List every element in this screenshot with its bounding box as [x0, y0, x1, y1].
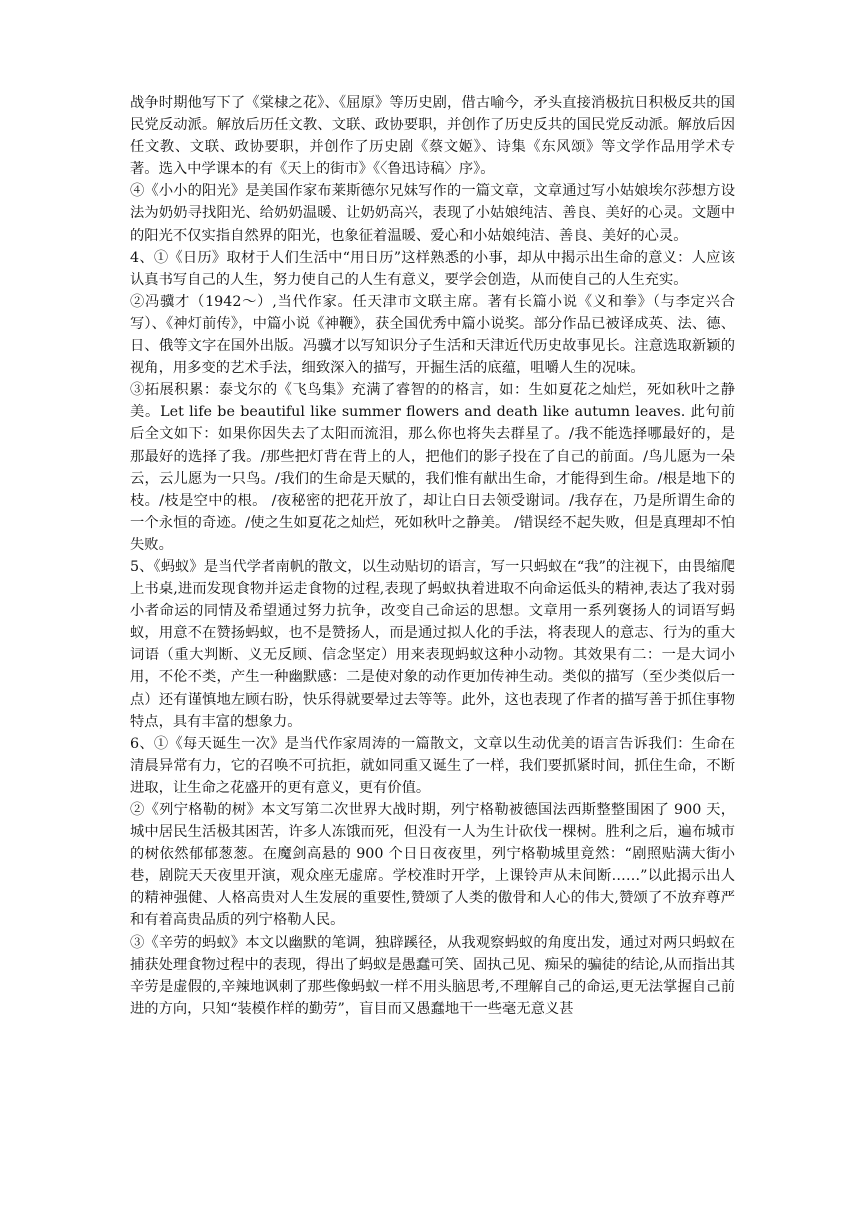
paragraph-toiling-ants: ③《辛劳的蚂蚁》本文以幽默的笔调，独辟蹊径，从我观察蚂蚁的角度出发，通过对两只蚂蚁在捕获处理食物过程中的表现，得出了蚂蚁是愚蠢可笑、固执己见、痴呆的骗徒的结论,从而指出其辛劳是虚假的,辛辣地讽刺了那些像蚂蚁一样不用头脑思考,不理解自己的命运,更无法掌握自己前进的方向，只知“装模作样的勤劳”，盲目而又愚蠢地干一些毫无意义甚	[130, 934, 736, 1017]
paragraph-calendar: 4、①《日历》取材于人们生活中“用日历”这样熟悉的小事，却从中揭示出生命的意义：人应该认真书写自己的人生，努力使自己的人生有意义，要学会创造，从而使自己的人生充实。	[130, 249, 735, 288]
paragraph-feng-jicai-bio: ②冯骥才（1942～）,当代作家。任天津市文联主席。著有长篇小说《义和拳》（与李定兴合写）、《神灯前传》，中篇小说《神鞭》，获全国优秀中篇小说奖。部分作品已被译成英、法、德、日、俄等文字在国外出版。冯骥才以写知识分子生活和天津近代历史故事见长。注意选取新颖的视角，用多变的艺术手法，细致深入的描写，开掘生活的底蕴，咀嚼人生的况味。	[130, 293, 735, 377]
paragraph-born-every-day: 6、①《每天诞生一次》是当代作家周涛的一篇散文，文章以生动优美的语言告诉我们：生命在清晨异常有力，它的召唤不可抗拒，就如同重又诞生了一样，我们要抓紧时间，抓住生命，不断进取，让生命之花盛开的更有意义，更有价值。	[130, 735, 735, 796]
paragraph-ant: 5、《蚂蚁》是当代学者南帆的散文，以生动贴切的语言，写一只蚂蚁在“我”的注视下，由畏缩爬上书桌,进而发现食物并运走食物的过程,表现了蚂蚁执着进取不向命运低头的精神,表达了我对弱小者命运的同情及希望通过努力抗争，改变自己命运的思想。文章用一系列褒扬人的词语写蚂蚁，用意不在赞扬蚂蚁，也不是赞扬人，而是通过拟人化的手法，将表现人的意志、行为的重大词语（重大判断、义无反顾、信念坚定）用来表现蚂蚁这种小动物。其效果有二：一是大词小用，不伦不类，产生一种幽默感：二是使对象的动作更加传神生动。类似的描写（至少类似后一点）还有谨慎地左顾右盼，快乐得就要晕过去等等。此外，这也表现了作者的描写善于抓住事物特点，具有丰富的想象力。	[130, 558, 735, 730]
paragraph-stray-birds: ③拓展积累：泰戈尔的《飞鸟集》充满了睿智的的格言，如：生如夏花之灿烂，死如秋叶之静美。Let life be beautiful like summer flowers and death like autumn leaves. 此句前后全文如下：如果你因失去了太阳而流泪，那么你也将失去群星了。/我不能选择哪最好的，是那最好的选择了我。/那些把灯背在背上的人，把他们的影子投在了自己的前面。/鸟儿愿为一朵云，云儿愿为一只鸟。/我们的生命是天赋的，我们惟有献出生命，才能得到生命。/根是地下的枝。/枝是空中的根。 /夜秘密的把花开放了，却让白日去领受谢词。/我存在，乃是所谓生命的一个永恒的奇迹。/使之生如夏花之灿烂，死如秋叶之静美。 /错误经不起失败，但是真理却不怕失败。	[130, 382, 735, 553]
paragraph-leningrad-trees: ②《列宁格勒的树》本文写第二次世界大战时期，列宁格勒被德国法西斯整整围困了 900 天，城中居民生活极其困苦，许多人冻饿而死，但没有一人为生计砍伐一棵树。胜利之后，遍布城市的树依然郁郁葱葱。在魔剑高悬的 900 个日日夜夜里，列宁格勒城里竟然：“剧照贴满大街小巷，剧院天天夜里开演，观众座无虚席。学校准时开学，上课铃声从未间断……”以此揭示出人的精神强健、人格高贵对人生发展的重要性,赞颂了人类的傲骨和人心的伟大,赞颂了不放弃尊严和有着高贵品质的列宁格勒人民。	[130, 802, 735, 929]
paragraph-guo-moruo-bio: 战争时期他写下了《棠棣之花》、《屈原》等历史剧，借古喻今，矛头直接消极抗日积极反共的国民党反动派。解放后历任文教、文联、政协要职，并创作了历史反共的国民党反动派。解放后因任文教、文联、政协要职，并创作了历史剧《蔡文姬》、诗集《东风颂》等文学作品用学术专著。选入中学课本的有《天上的街市》《〈鲁迅诗稿〉序》。	[130, 95, 735, 178]
paragraph-little-sunshine: ④《小小的阳光》是美国作家布莱斯德尔兄妹写作的一篇文章，文章通过写小姑娘埃尔莎想方设法为奶奶寻找阳光、给奶奶温暖、让奶奶高兴，表现了小姑娘纯洁、善良、美好的心灵。文题中的阳光不仅实指自然界的阳光，也象征着温暖、爱心和小姑娘纯洁、善良、美好的心灵。	[130, 183, 735, 244]
document-body	[130, 92, 735, 1020]
